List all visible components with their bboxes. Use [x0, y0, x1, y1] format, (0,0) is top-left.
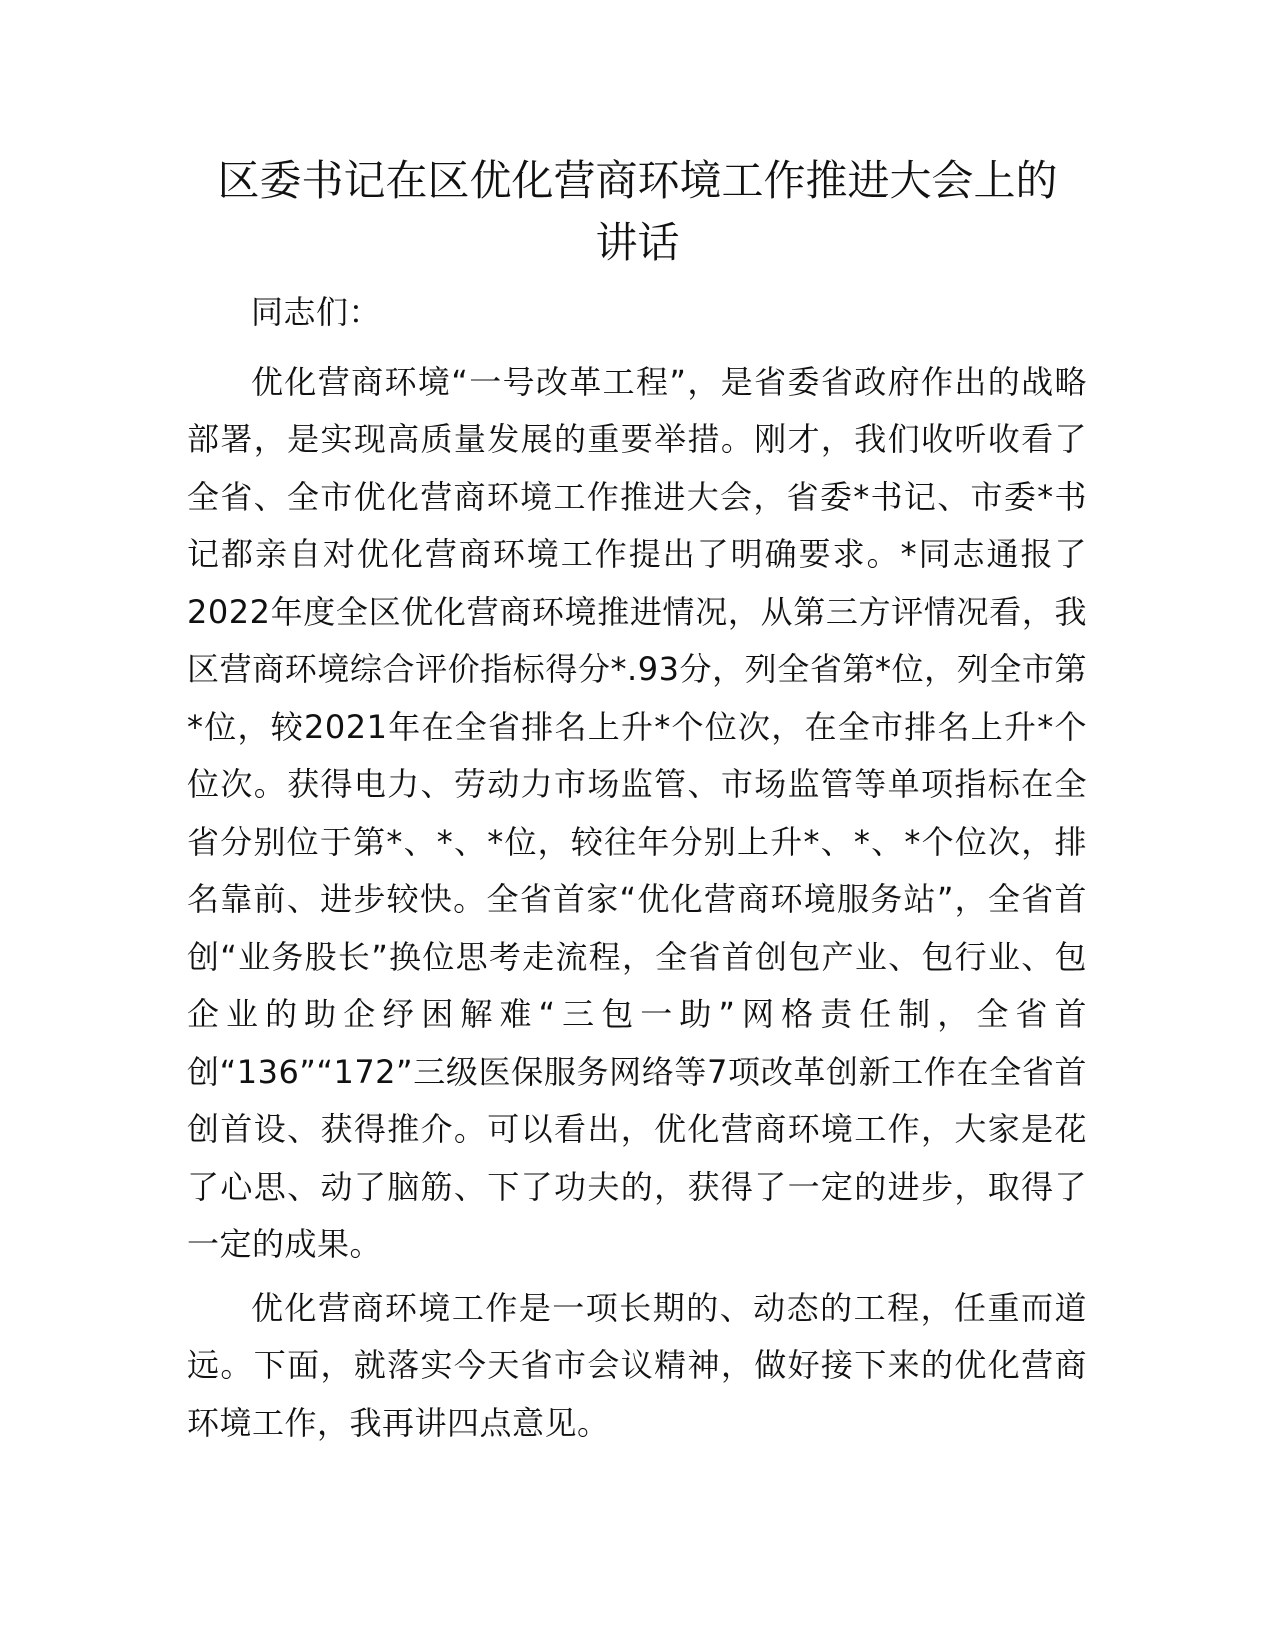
document-body — [187, 284, 1087, 1452]
paragraph-1: 优化营商环境“一号改革工程”，是省委省政府作出的战略部署，是实现高质量发展的重要举措。刚才，我们收听收看了全省、全市优化营商环境工作推进大会，省委*书记、市委*书记都亲自对优化营商环境工作提出了明确要求。*同志通报了2022年度全区优化营商环境推进情况，从第三方评情况看，我区营商环境综合评价指标得分*.93分，列全省第*位，列全市第*位，较2021年在全省排名上升*个位次，在全市排名上升*个位次。获得电力、劳动力市场监管、市场监管等单项指标在全省分别位于第*、*、*位，较往年分别上升*、*、*个位次，排名靠前、进步较快。全省首家“优化营商环境服务站”，全省首创“业务股长”换位思考走流程，全省首创包产业、包行业、包企业的助企纾困解难“三包一助”网格责任制，全省首创“136”“172”三级医保服务网络等7项改革创新工作在全省首创首设、获得推介。可以看出，优化营商环境工作，大家是花了心思、动了脑筋、下了功夫的，获得了一定的进步，取得了一定的成果。 — [187, 362, 1087, 1263]
title-line-1: 区委书记在区优化营商环境工作推进大会上的 — [217, 156, 1058, 205]
paragraph-2: 优化营商环境工作是一项长期的、动态的工程，任重而道远。下面，就落实今天省市会议精神，做好接下来的优化营商环境工作，我再讲四点意见。 — [187, 1288, 1087, 1442]
salutation: 同志们： — [251, 293, 382, 331]
title-line-2: 讲话 — [595, 218, 680, 267]
document-title — [150, 150, 1125, 274]
